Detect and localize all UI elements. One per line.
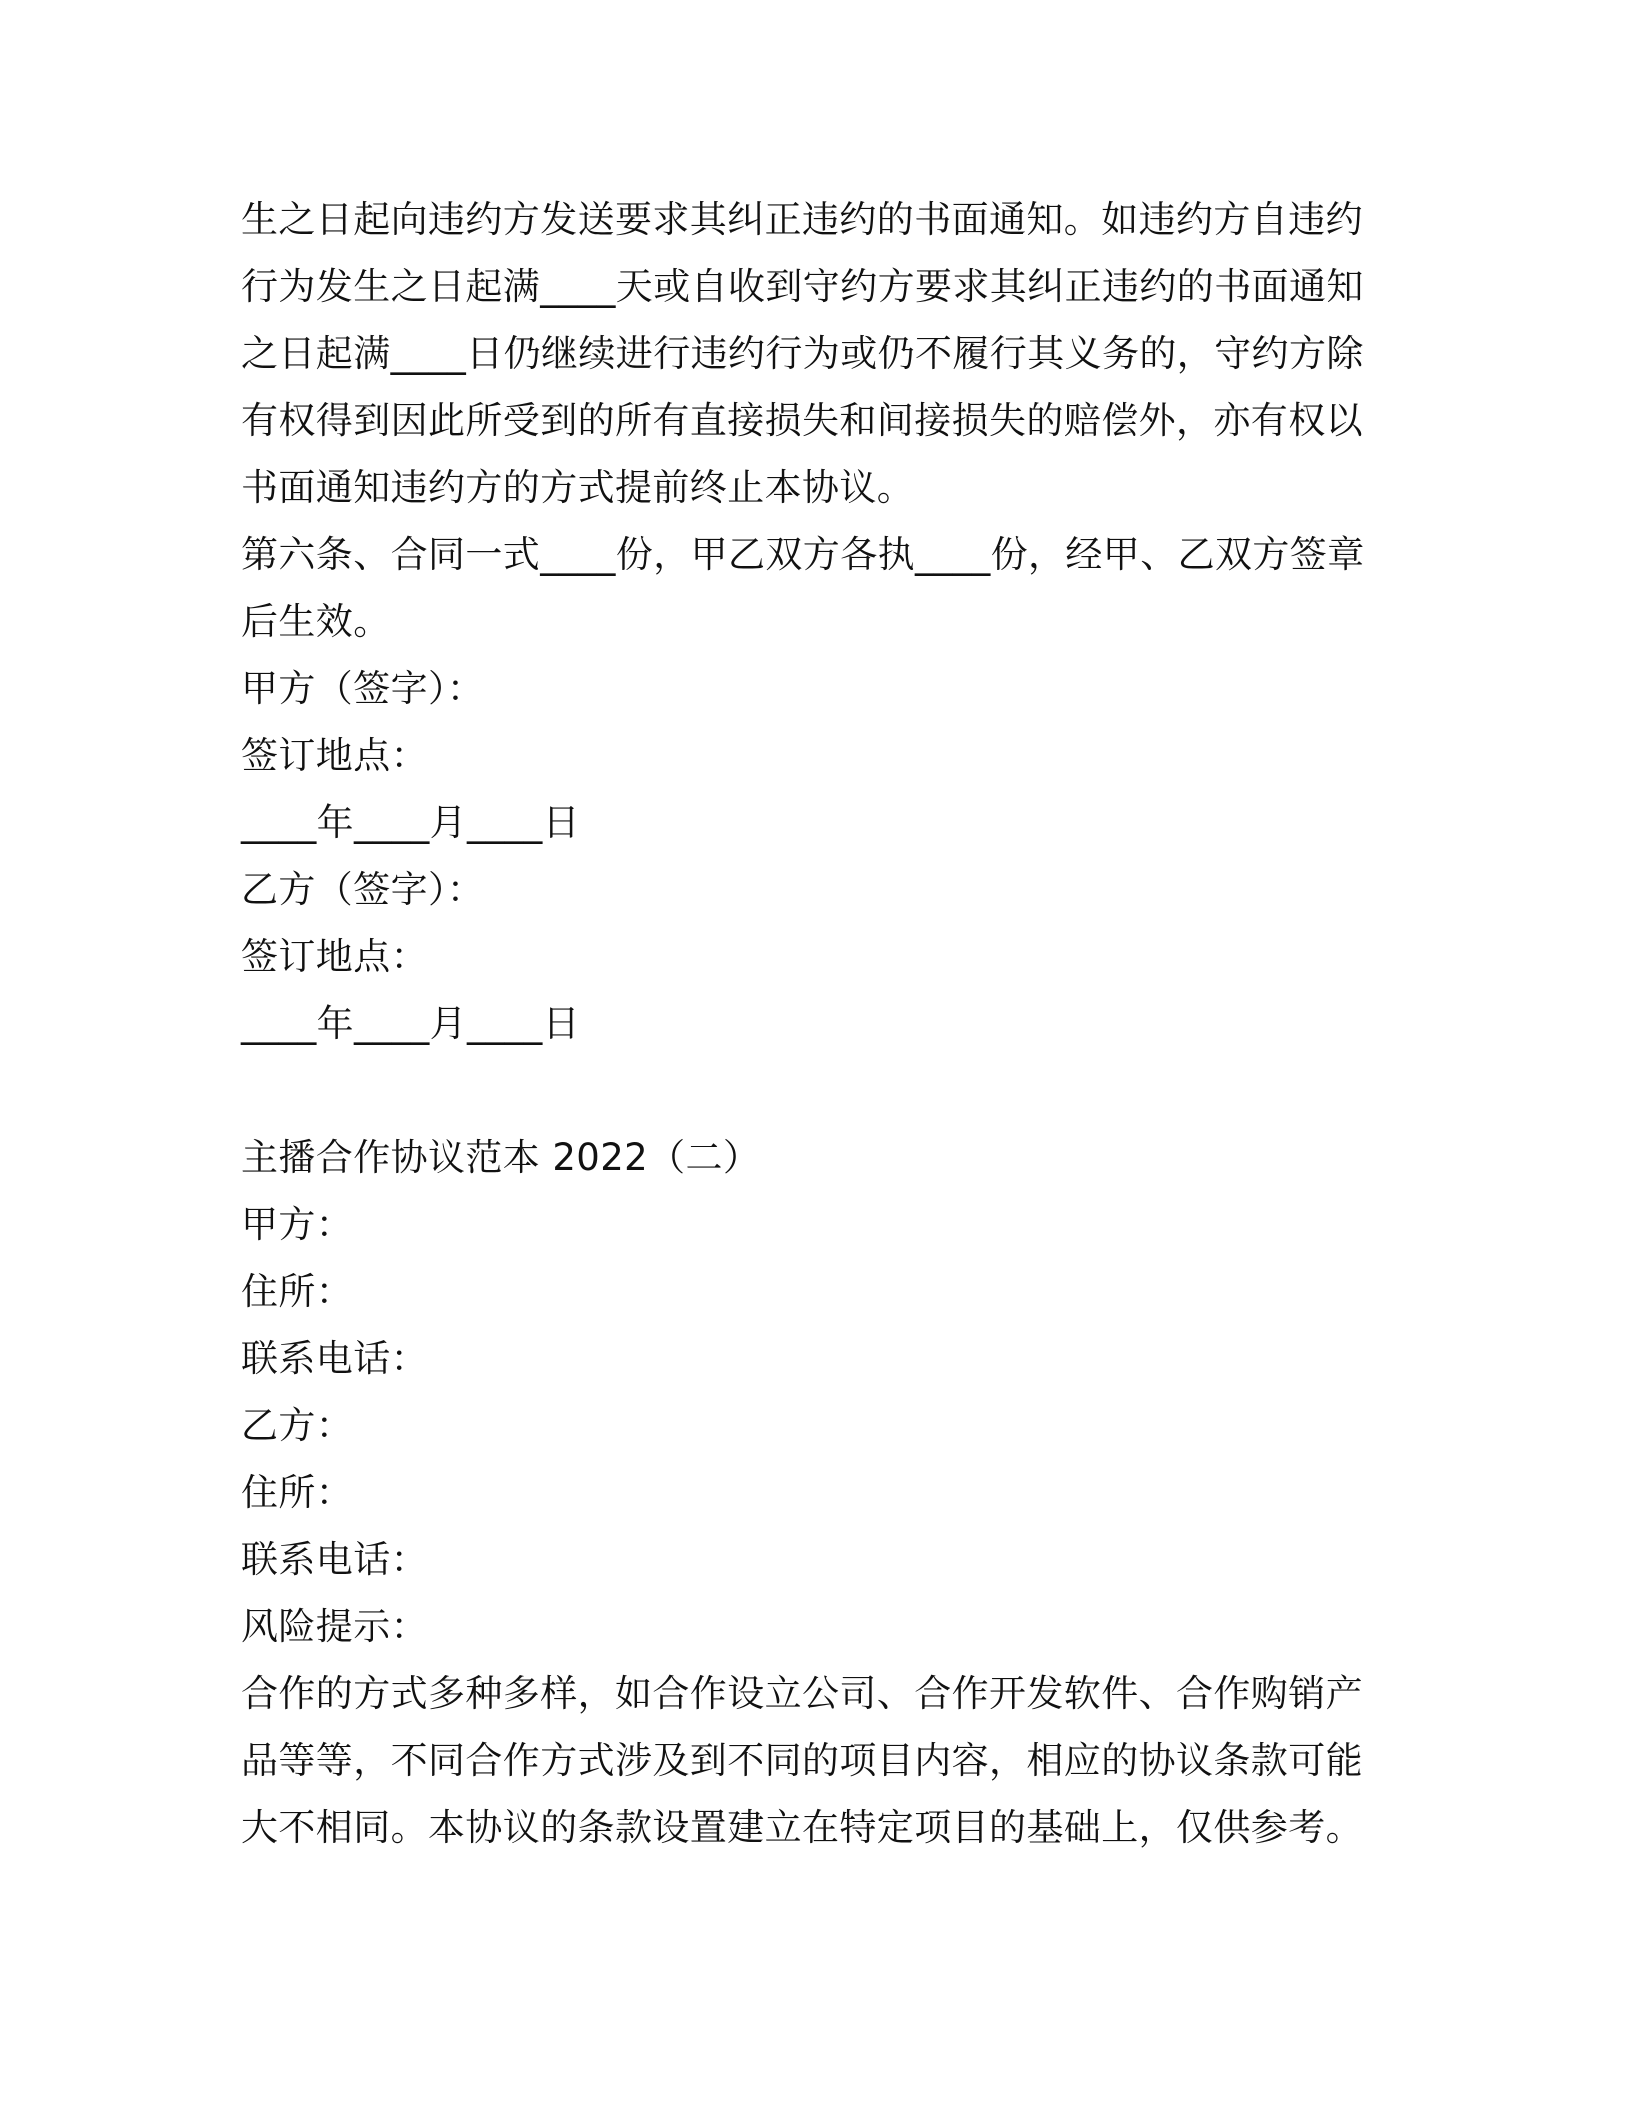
section-spacer [241,1057,1411,1124]
party-b-signature-label: 乙方（签字）： [241,868,485,911]
party-b-address-label: 住所： [241,1471,354,1514]
text-line: 后生效。 [241,600,391,643]
signature-block [241,655,1411,1057]
text-line: 行为发生之日起满____天或自收到守约方要求其纠正违约的书面通知 [241,265,1364,308]
party-a-address-label: 住所： [241,1270,354,1313]
party-b-phone-label: 联系电话： [241,1538,428,1581]
section-title: 主播合作协议范本 2022（二） [241,1136,761,1179]
party-a-phone-label: 联系电话： [241,1337,428,1380]
party-a-signature-label: 甲方（签字）： [241,667,485,710]
party-a-date-line: ____年____月____日 [241,801,580,844]
risk-text-line: 品等等，不同合作方式涉及到不同的项目内容，相应的协议条款可能 [241,1739,1363,1782]
text-line: 书面通知违约方的方式提前终止本协议。 [241,466,915,509]
risk-heading: 风险提示： [241,1605,428,1648]
risk-text-line: 大不相同。本协议的条款设置建立在特定项目的基础上，仅供参考。 [241,1806,1363,1849]
party-b-signing-place-label: 签订地点： [241,935,428,978]
risk-text-line: 合作的方式多种多样，如合作设立公司、合作开发软件、合作购销产 [241,1672,1363,1715]
clause-paragraph [241,186,1411,655]
agreement-section-two [241,1124,1411,1861]
text-line: 生之日起向违约方发送要求其纠正违约的书面通知。如违约方自违约 [241,198,1363,241]
text-line: 第六条、合同一式____份，甲乙双方各执____份，经甲、乙双方签章 [241,533,1365,576]
party-a-label: 甲方： [241,1203,354,1246]
document-page [241,186,1411,1861]
party-a-signing-place-label: 签订地点： [241,734,428,777]
text-line: 有权得到因此所受到的所有直接损失和间接损失的赔偿外，亦有权以 [241,399,1363,442]
party-b-label: 乙方： [241,1404,354,1447]
text-line: 之日起满____日仍继续进行违约行为或仍不履行其义务的，守约方除 [241,332,1364,375]
party-b-date-line: ____年____月____日 [241,1002,580,1045]
